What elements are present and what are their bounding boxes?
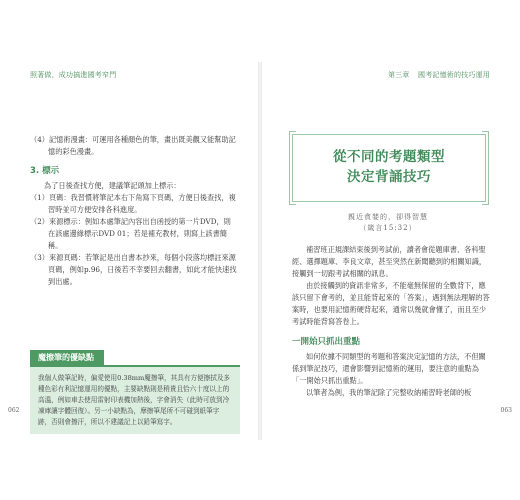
callout-body [30,365,240,434]
running-head-right [388,70,490,80]
paragraph-3: 如何依據不同類型的考題和答案決定記憶的方法，不但關係到筆記技巧，還會影響到記憶術的運用，要注意的重點為「一開始只抓出重點」。 [292,352,486,385]
section-heading: 一開始只抓出重點 [292,337,361,347]
right-body [292,244,492,399]
callout-title: 魔擦筆的優缺點 [30,350,104,365]
left-page [8,62,258,440]
list-item-4: （4）記憶術漫畫：可運用各種顏色的筆，畫出既美觀又能幫助記憶的彩色漫畫。 [30,135,236,156]
page-number-right: 063 [500,407,512,414]
epigraph-line-1: 親近貪婪的，卻得智慧 [348,213,428,221]
chapter-title [293,147,485,187]
callout-text: 我個人做筆記時，偏愛使用0.38mm魔擦筆，其具有方便擦拭及多種色彩有利記憶運用的優點，主要缺點則是稍貴且恰六十度以上的高溫，例如車去使用雷射印表機加熱後，字會消失（此時可放到冷凍庫讓字體回復）。另一小缺點為，摩擦筆尾所不可碰到紙筆字跡，否則會擦汗，所以不建議記上以鉛筆寫字。 [38,374,231,426]
list-item-2: （2）來源標示：例如本處筆記內容出自函授的第一片DVD，則在該處邊緣標示DVD 01；若是補充教材，則寫上該書簡稱。 [30,217,231,250]
left-body [30,134,238,288]
chapter-title-box [292,134,486,202]
epigraph [292,212,484,234]
list-item-3: （3）來源頁碼：若筆記是出自書本抄來，每個小段落均標註來源頁碼，例如p.96，日後若不幸要回去翻書，如此才能快速找到出處。 [30,253,237,286]
running-head-left: 照著做，成功搞進國考窄門 [30,71,117,79]
page-number-left: 062 [8,407,20,414]
callout-box [30,345,240,434]
paragraph-1: 補習班正規課結束後到考試前，讀者會從題庫書、各科聖經、選擇題庫、李良文章，甚至突然在新聞聽到的相關知識，接觸到一切跟考試相關的訊息。 [292,245,487,278]
running-head-chapter: 第三章 [387,71,410,79]
epigraph-line-2: （箴言15:32） [359,224,417,232]
section-heading-3: 3. 標示 [30,166,60,176]
chapter-title-line-2: 決定背誦技巧 [347,169,431,185]
running-head-title: 國考記憶術的技巧運用 [418,71,490,79]
section-intro: 為了日後查找方便，建議筆記頭加上標示： [44,181,181,190]
paragraph-4: 以筆者為例，我的筆記除了完整收納補習時老師的板 [306,388,472,397]
paragraph-2: 由於接觸到的資訊非常多，不能毫無保留的全數背下，應該只留下會考的，並且能背起來的「答案」，遇到無法理解的答案時，也要用記憶術硬背起來，通常以幾就會懂了，而且至少考試時能背寫答卷上。 [292,281,490,326]
right-page [262,62,512,440]
chapter-title-line-1: 從不同的考題類型 [333,149,445,165]
list-item-1: （1）頁碼：我習慣將筆記本右下角寫下頁碼，方便日後查找，複習時並可方便安排各科進度。 [30,193,236,214]
